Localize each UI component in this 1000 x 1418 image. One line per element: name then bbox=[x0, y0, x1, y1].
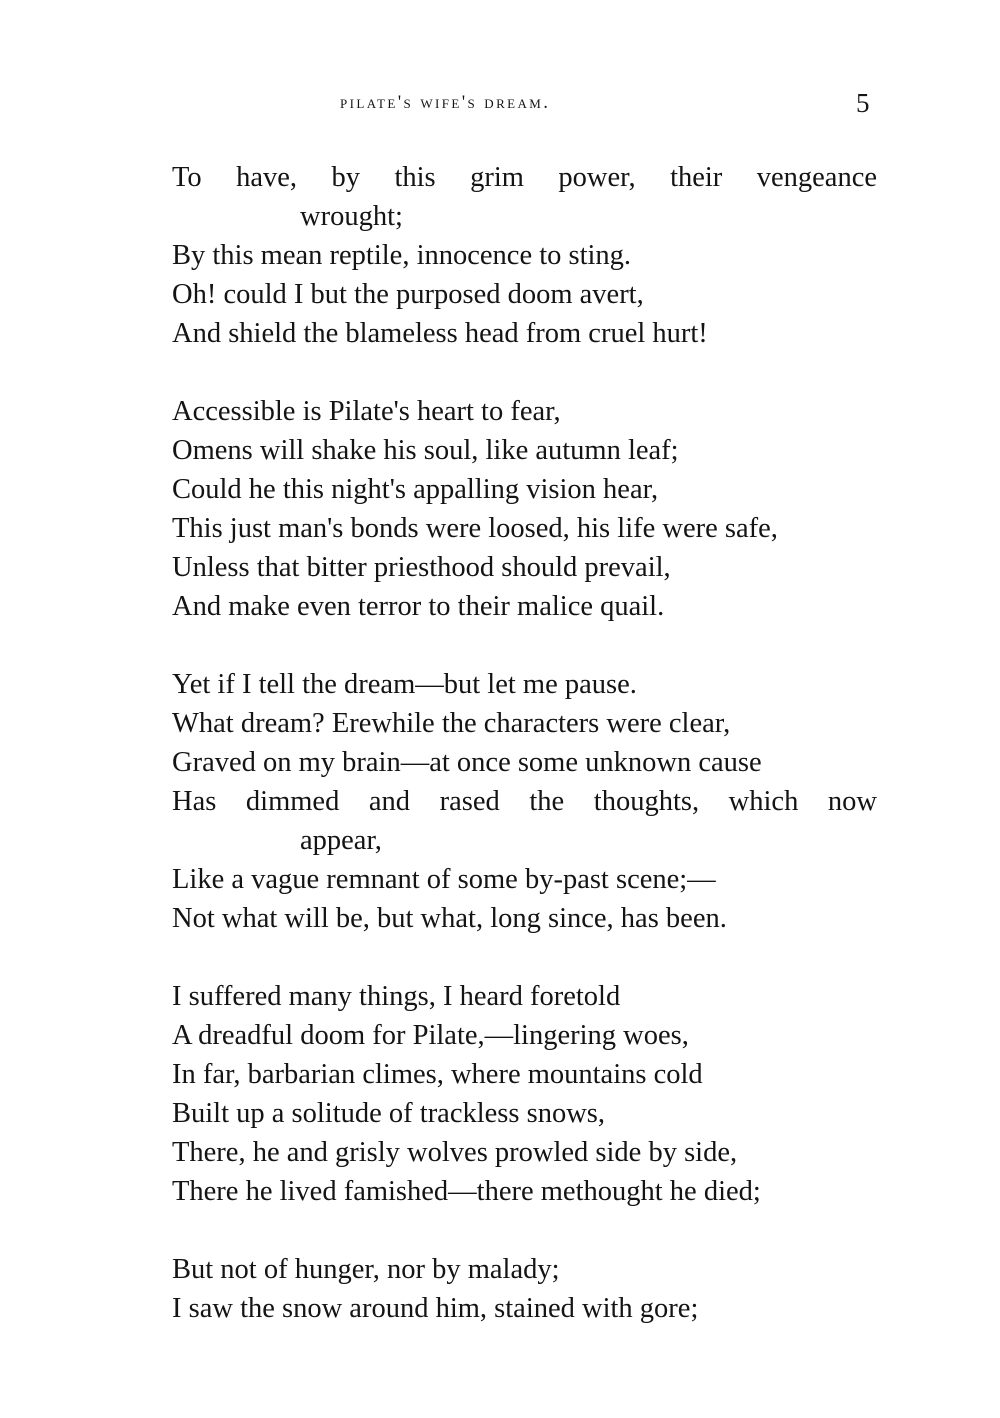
poem-line: Graved on my brain—at once some unknown cause bbox=[172, 747, 762, 778]
stanza-divider bbox=[172, 938, 877, 977]
poem-line: Yet if I tell the dream—but let me pause. bbox=[172, 669, 637, 700]
stanza-4 bbox=[172, 977, 877, 1211]
poem-line: To have, by this grim power, their vengeance bbox=[172, 162, 877, 193]
poem-line: Could he this night's appalling vision hear, bbox=[172, 474, 659, 505]
poem-line: Accessible is Pilate's heart to fear, bbox=[172, 396, 561, 427]
poem-line: Unless that bitter priesthood should prevail, bbox=[172, 552, 671, 583]
running-title: pilate's wife's dream. bbox=[340, 92, 551, 113]
running-header bbox=[0, 88, 1000, 122]
poem-line: I saw the snow around him, stained with gore; bbox=[172, 1293, 699, 1324]
poem-line: Oh! could I but the purposed doom avert, bbox=[172, 279, 644, 310]
stanza-1 bbox=[172, 158, 877, 353]
poem-line-continuation: appear, bbox=[300, 825, 382, 856]
poem-line: And shield the blameless head from cruel hurt! bbox=[172, 318, 708, 349]
stanza-2 bbox=[172, 392, 877, 626]
poem-body bbox=[172, 158, 877, 1328]
poem-line: Not what will be, but what, long since, has been. bbox=[172, 903, 727, 934]
poem-line: What dream? Erewhile the characters were clear, bbox=[172, 708, 731, 739]
poem-line: There he lived famished—there methought he died; bbox=[172, 1176, 761, 1207]
poem-line: And make even terror to their malice quail. bbox=[172, 591, 665, 622]
stanza-3 bbox=[172, 665, 877, 938]
stanza-divider bbox=[172, 626, 877, 665]
page-number: 5 bbox=[856, 88, 870, 118]
stanza-divider bbox=[172, 353, 877, 392]
poem-line: Built up a solitude of trackless snows, bbox=[172, 1098, 605, 1129]
stanza-5 bbox=[172, 1250, 877, 1328]
poem-line: Like a vague remnant of some by-past scene;— bbox=[172, 864, 716, 895]
poem-line: A dreadful doom for Pilate,—lingering woes, bbox=[172, 1020, 689, 1051]
poem-line: Has dimmed and rased the thoughts, which now bbox=[172, 786, 877, 817]
poem-line-continuation: wrought; bbox=[300, 201, 403, 232]
poem-line: Omens will shake his soul, like autumn leaf; bbox=[172, 435, 679, 466]
poem-line: By this mean reptile, innocence to sting. bbox=[172, 240, 632, 271]
poem-line: I suffered many things, I heard foretold bbox=[172, 981, 621, 1012]
stanza-divider bbox=[172, 1211, 877, 1250]
poem-line: In far, barbarian climes, where mountains cold bbox=[172, 1059, 703, 1090]
poem-line: But not of hunger, nor by malady; bbox=[172, 1254, 560, 1285]
poem-line: There, he and grisly wolves prowled side by side, bbox=[172, 1137, 738, 1168]
poem-line: This just man's bonds were loosed, his life were safe, bbox=[172, 513, 778, 544]
